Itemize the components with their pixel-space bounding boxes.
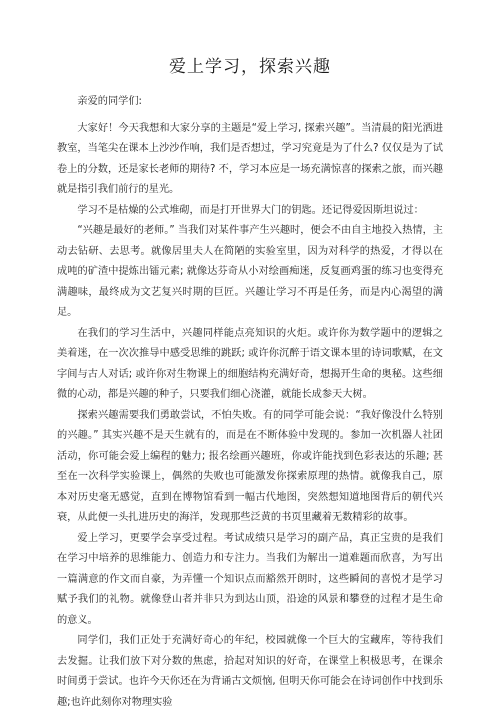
paragraph-6: 爱上学习，更要学会享受过程。考试成绩只是学习的副产品，真正宝贵的是我们在学习中培养的思维能力、创造力和专注力。当我们为解出一道难题而欣喜，为写出一篇满意的作文而自豪，为弄懂一个知识点而豁然开朗时，这些瞬间的喜悦才是学习赋予我们的礼物。就像登山者并非只为到达山顶，沿途的风景和攀登的过程才是生命的意义。 (57, 532, 443, 626)
paragraph-2: 学习不是枯燥的公式堆砌，而是打开世界大门的钥匙。还记得爱因斯坦说过： (77, 204, 424, 216)
paragraph-7: 同学们，我们正处于充满好奇心的年纪，校园就像一个巨大的宝藏库，等待我们去发掘。让我们放下对分数的焦虑，拾起对知识的好奇，在课堂上积极思考，在课余时间勇于尝试。也许今天你还在为背诵古文烦恼, 但明天你可能会在诗词创作中找到乐趣;也许此刻你对物理实验 (57, 635, 443, 708)
paragraph-5: 探索兴趣需要我们勇敢尝试，不怕失败。有的同学可能会说：“我好像没什么特别的兴趣。” 其实兴趣不是天生就有的，而是在不断体验中发现的。参加一次机器人社团活动，你可能会爱上编程的魅力; 报名绘画兴趣班，你或许能找到色彩表达的乐趣; 甚至在一次科学实验课上，偶然的失败也可能激发你探索原理的热情。就像我自己，原本对历史毫无感觉，直到在博物馆看到一幅古代地图，突然想知道地图背后的朝代兴衰，从此便一头扎进历史的海洋，发现那些泛黄的书页里藏着无数精彩的故事。 (57, 409, 443, 523)
paragraph-1: 大家好！今天我想和大家分享的主题是“爱上学习, 探索兴趣”。当清晨的阳光洒进教室，当笔尖在课本上沙沙作响，我们是否想过，学习究竟是为了什么? 仅仅是为了试卷上的分数，还是家长老师的期待? 不，学习本应是一场充满惊喜的探索之旅，而兴趣就是指引我们前行的星光。 (57, 122, 443, 195)
paragraph-4: 在我们的学习生活中，兴趣同样能点亮知识的火炬。或许你为数学题中的逻辑之美着迷，在一次次推导中感受思维的跳跃; 或许你沉醉于语文课本里的诗词歌赋，在文字间与古人对话; 或许你对生物课上的细胞结构充满好奇，想揭开生命的奥秘。这些细微的心动，都是兴趣的种子，只要我们细心浇灌，就能长成参天大树。 (57, 327, 443, 400)
document-title: 爱上学习，探索兴趣 (169, 57, 331, 77)
salutation: 亲爱的同学们: (77, 96, 142, 107)
document-body (57, 92, 443, 713)
paragraph-3: “兴趣是最好的老师。” 当我们对某件事产生兴趣时，便会不由自主地投入热情，主动去钻研、去思考。就像居里夫人在简陋的实验室里，因为对科学的热爱，才得以在成吨的矿渣中提炼出镭元素; 就像达芬奇从小对绘画痴迷，反复画鸡蛋的练习也变得充满趣味，最终成为文艺复兴时期的巨匠。兴趣让学习不再是任务，而是内心渴望的满足。 (57, 225, 443, 318)
